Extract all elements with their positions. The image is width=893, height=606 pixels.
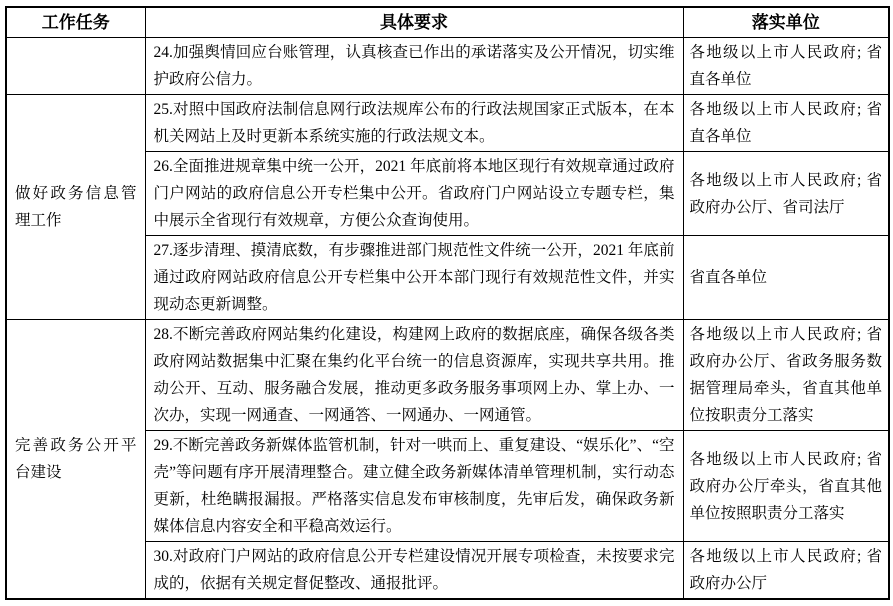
requirement-cell: 27.逐步清理、摸清底数，有步骤推进部门规范性文件统一公开，2021 年底前通过政府网站政府信息公开专栏集中公开本部门现行有效规范性文件，并实现动态更新调整。 <box>145 236 683 320</box>
task-cell <box>6 38 145 95</box>
requirement-cell: 28.不断完善政府网站集约化建设，构建网上政府的数据底座，确保各级各类政府网站数据集中汇聚在集约化平台统一的信息资源库，实现共享共用。推动公开、互动、服务融合发展，推动更多政务服务事项网上办、掌上办、一次办，实现一网通查、一网通答、一网通办、一网通管。 <box>145 320 683 431</box>
requirement-cell: 29.不断完善政务新媒体监管机制，针对一哄而上、重复建设、“娱乐化”、“空壳”等问题有序开展清理整合。建立健全政务新媒体清单管理机制，实行动态更新，杜绝瞒报漏报。严格落实信息发布审核制度，先审后发，确保政务新媒体信息内容安全和平稳高效运行。 <box>145 431 683 542</box>
requirement-cell: 24.加强舆情回应台账管理，认真核查已作出的承诺落实及公开情况，切实维护政府公信力。 <box>145 38 683 95</box>
column-header: 工作任务 <box>6 7 145 38</box>
task-cell: 做好政务信息管理工作 <box>6 95 145 320</box>
header-row <box>6 7 889 38</box>
table-row <box>6 38 889 95</box>
unit-cell: 各地级以上市人民政府; 省直各单位 <box>683 95 889 152</box>
unit-cell: 省直各单位 <box>683 236 889 320</box>
document-page <box>5 6 888 600</box>
requirement-cell: 25.对照中国政府法制信息网行政法规库公布的行政法规国家正式版本，在本机关网站上及时更新本系统实施的行政法规文本。 <box>145 95 683 152</box>
table-row <box>6 95 889 152</box>
table-body <box>6 38 889 600</box>
table-row <box>6 320 889 431</box>
unit-cell: 各地级以上市人民政府; 省政府办公厅、省政务服务数据管理局牵头，省直其他单位按职责分工落实 <box>683 320 889 431</box>
unit-cell: 各地级以上市人民政府; 省政府办公厅、省司法厅 <box>683 152 889 236</box>
requirement-cell: 30.对政府门户网站的政府信息公开专栏建设情况开展专项检查，未按要求完成的，依据有关规定督促整改、通报批评。 <box>145 542 683 600</box>
unit-cell: 各地级以上市人民政府; 省直各单位 <box>683 38 889 95</box>
unit-cell: 各地级以上市人民政府; 省政府办公厅牵头，省直其他单位按照职责分工落实 <box>683 431 889 542</box>
unit-cell: 各地级以上市人民政府; 省政府办公厅 <box>683 542 889 600</box>
column-header: 落实单位 <box>683 7 889 38</box>
work-tasks-table <box>5 6 890 600</box>
task-cell: 完善政务公开平台建设 <box>6 320 145 600</box>
column-header: 具体要求 <box>145 7 683 38</box>
table-header <box>6 7 889 38</box>
requirement-cell: 26.全面推进规章集中统一公开，2021 年底前将本地区现行有效规章通过政府门户网站的政府信息公开专栏集中公开。省政府门户网站设立专题专栏，集中展示全省现行有效规章，方便公众查询使用。 <box>145 152 683 236</box>
